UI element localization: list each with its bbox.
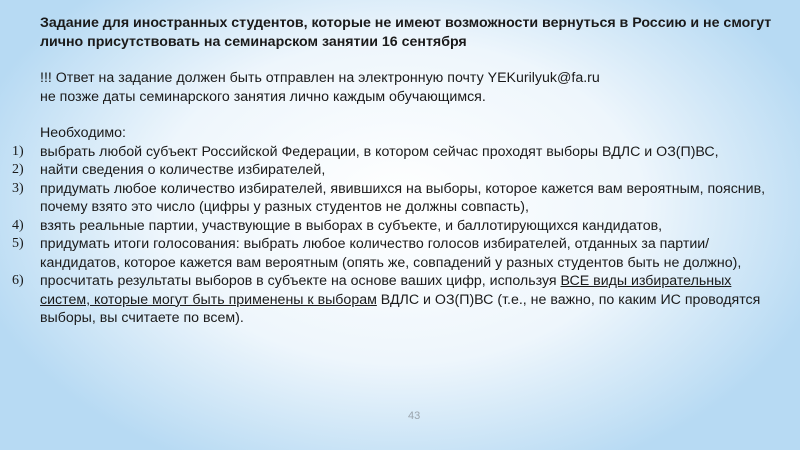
- email-notice: [40, 69, 780, 106]
- task-list: [12, 143, 780, 328]
- task-text: выбрать любой субъект Российской Федерации, в котором сейчас проходят выборы ВДЛС и ОЗ(П)ВС,: [40, 143, 719, 160]
- task-item: [12, 217, 780, 236]
- task-text-before: просчитать результаты выборов в субъекте на основе ваших цифр, используя: [40, 273, 561, 289]
- notice-line-2: не позже даты семинарского занятия лично каждым обучающимся.: [40, 88, 486, 105]
- task-text-underlined: ВСЕ виды избирательных систем, которые могут быть применены к выборам: [40, 273, 732, 308]
- task-text-after: ВДЛС и ОЗ(П)ВС (т.е., не важно, по каким ИС проводятся выборы, вы считаете по всем).: [40, 291, 761, 326]
- task-item: [12, 143, 780, 162]
- task-item: [12, 272, 780, 328]
- task-number: 1): [12, 143, 24, 159]
- task-text: найти сведения о количестве избирателей,: [40, 162, 326, 178]
- task-number: 5): [12, 236, 24, 251]
- slide-title: Задание для иностранных студентов, которые не имеют возможности вернуться в Россию и не смогут лично присутствовать на семинарском занятии 16 сентября: [40, 15, 772, 50]
- task-number: 3): [12, 180, 24, 196]
- notice-line-1: !!! Ответ на задание должен быть отправлен на электронную почту YEKurilyuk@fa.ru: [40, 70, 600, 86]
- task-item: [12, 235, 780, 272]
- intro-text: Необходимо:: [40, 125, 126, 141]
- task-item: [12, 180, 780, 217]
- slide-content: [12, 14, 780, 328]
- task-text: придумать любое количество избирателей, явившихся на выборы, которое кажется вам вероятным, пояснив, почему взято это число (цифры у разных студентов не должны совпасть),: [40, 180, 766, 215]
- task-text: взять реальные партии, участвующие в выборах в субъекте, и баллотирующихся кандидатов,: [40, 217, 663, 234]
- page-number: 43: [408, 410, 421, 422]
- task-number: 4): [12, 217, 24, 233]
- task-item: [12, 161, 780, 180]
- task-number: 2): [12, 162, 24, 177]
- task-number: 6): [12, 273, 24, 288]
- task-text: придумать итоги голосования: выбрать любое количество голосов избирателей, отданных за партии/кандидатов, которое кажется вам вероятным (опять же, совпадений у разных студентов быть не должно),: [40, 236, 742, 271]
